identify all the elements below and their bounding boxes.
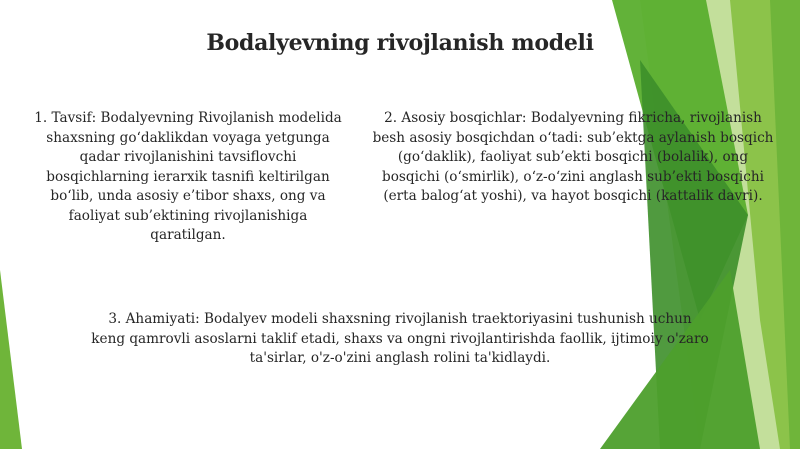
paragraph-significance: 3. Ahamiyati: Bodalyev modeli shaxsning rivojlanish traektoriyasini tushunish uchun keng qamrovli asoslarni taklif etadi, shaxs va ongni rivojlantirishda faollik, ijtimoiy o'zaro ta'sirlar, o'z-o'zini anglash rolini ta'kidlaydi. <box>91 311 709 366</box>
paragraph-main-stages: 2. Asosiy bosqichlar: Bodalyevning fikricha, rivojlanish besh asosiy bosqichdan o‘tadi: sub’ektga aylanish bosqich (go‘daklik), faoliyat sub’ekti bosqichi (bolalik), ong bosqichi (o‘smirlik), o‘z-o‘zini anglash sub’ekti bosqichi (erta balog‘at yoshi), va hayot bosqichi (kattalik davri). <box>372 110 774 204</box>
slide-title: Bodalyevning rivojlanish modeli <box>206 30 594 56</box>
left-green-shape <box>0 270 22 449</box>
paragraph-description: 1. Tavsif: Bodalyevning Rivojlanish modelida shaxsning go‘daklikdan voyaga yetgunga qadar rivojlanishini tavsiflovchi bosqichlarning ierarxik tasnifi keltirilgan bo‘lib, unda asosiy e’tibor shaxs, ong va faoliyat sub’ektining rivojlanishiga qaratilgan. <box>34 110 342 243</box>
